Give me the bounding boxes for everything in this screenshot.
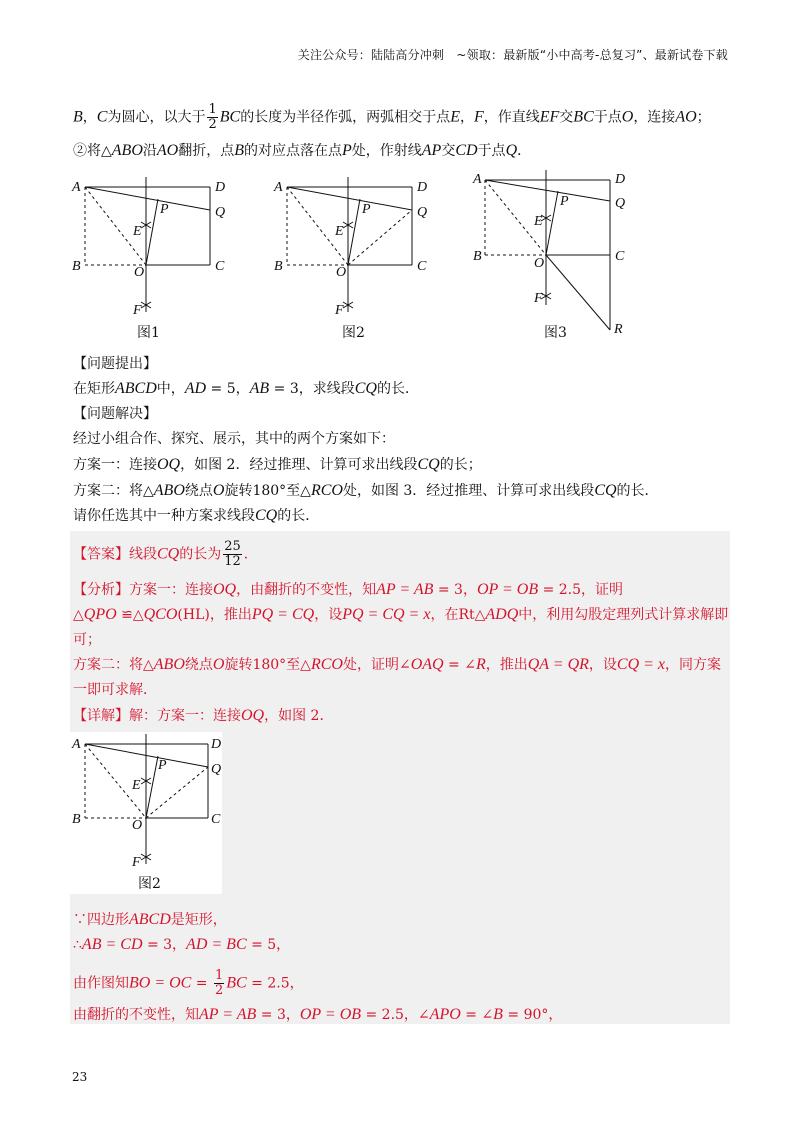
label-R: R <box>614 322 623 337</box>
page-number: 23 <box>72 1070 88 1084</box>
txt: ②将△ <box>73 143 112 159</box>
page-header: 关注公众号：陆陆高分冲刺 ~领取：最新版“小中高考-总复习”、最新试卷下载 <box>297 48 728 62</box>
txt: P <box>342 142 352 159</box>
analysis-line-4 <box>73 655 721 675</box>
txt: 为圆心，以大于 <box>107 109 206 126</box>
label-C: C <box>615 249 625 264</box>
problem-line-3 <box>73 455 482 475</box>
txt: ABO <box>111 142 143 159</box>
analysis-line-5: 一即可求解． <box>73 682 157 698</box>
txt: = 3， <box>433 582 477 598</box>
txt: 【分析】方案一：连接 <box>73 582 213 598</box>
answer-line <box>73 540 258 569</box>
label-B: B <box>473 249 482 264</box>
figure-2 <box>272 172 432 322</box>
txt: CD <box>455 142 478 159</box>
txt: ABO <box>153 482 185 499</box>
txt: B <box>73 108 83 126</box>
txt: CQ <box>594 482 617 499</box>
txt: 在矩形 <box>73 381 115 397</box>
txt: 旋转180°至△ <box>224 483 311 499</box>
txt: 方案一：连接 <box>73 457 157 473</box>
txt: 于点 <box>477 143 506 159</box>
label-P: P <box>560 194 569 209</box>
txt: 处，证明∠ <box>342 657 411 673</box>
txt: EF <box>539 108 560 126</box>
txt: ∵四边形 <box>73 912 129 928</box>
txt: 交 <box>559 109 574 126</box>
txt: 的长． <box>616 483 659 499</box>
frac-num: 1 <box>208 102 217 117</box>
txt: ． <box>243 546 258 563</box>
txt: AO <box>156 142 179 159</box>
label-B: B <box>72 259 81 274</box>
txt: = ∠ <box>443 657 476 673</box>
label-E: E <box>335 224 344 239</box>
frac-num: 25 <box>224 539 241 554</box>
problem-line-4 <box>73 481 659 501</box>
txt: CQ <box>354 380 377 397</box>
txt: C <box>96 108 108 126</box>
txt: 交 <box>441 143 456 159</box>
txt: ， <box>459 109 474 126</box>
label-F: F <box>133 303 142 318</box>
intro-line-1 <box>73 103 711 132</box>
detail-step-3 <box>73 969 304 998</box>
label-A: A <box>72 737 81 752</box>
txt: PQ = CQ = x <box>342 606 431 623</box>
label-F: F <box>335 303 344 318</box>
txt: = 5， <box>246 937 291 953</box>
fraction <box>214 969 224 998</box>
txt: ABCD <box>115 380 157 397</box>
fraction <box>207 103 217 132</box>
analysis-line-2 <box>73 605 728 625</box>
label-C: C <box>215 259 225 274</box>
caption-fig3: 图3 <box>544 325 567 341</box>
txt: AP <box>421 142 442 159</box>
heading-problem: 【问题提出】 <box>73 356 157 372</box>
txt: OQ <box>213 581 237 598</box>
txt: (HL)，推出 <box>177 607 252 623</box>
txt: R <box>475 656 486 673</box>
txt: 处，作射线 <box>351 143 422 159</box>
label-P: P <box>160 202 169 217</box>
problem-line-1 <box>73 379 419 399</box>
txt: 沿 <box>142 143 157 159</box>
txt: E <box>450 108 460 126</box>
txt: ，作直线 <box>483 109 540 126</box>
heading-solution: 【问题解决】 <box>73 406 157 422</box>
txt: CQ <box>255 507 278 524</box>
txt: QPO <box>83 606 117 623</box>
txt: = 2.5， <box>246 975 304 992</box>
label-D: D <box>211 737 222 752</box>
fraction <box>223 540 242 569</box>
label-F: F <box>534 291 543 306</box>
caption-fig2-repeat: 图2 <box>138 876 161 892</box>
txt: 是矩形， <box>170 912 227 928</box>
label-O: O <box>534 256 545 271</box>
label-Q: Q <box>615 196 626 211</box>
txt: ，同方案 <box>665 657 722 673</box>
txt: AP = AB <box>199 1006 257 1023</box>
txt: AB <box>249 380 270 397</box>
txt: AD = BC <box>186 936 247 953</box>
txt: ∴ <box>73 937 82 953</box>
intro-line-2 <box>73 141 531 161</box>
txt: 于点 <box>593 109 622 126</box>
analysis-line-3: 可； <box>73 632 101 648</box>
txt: ，如图 2． <box>264 708 334 724</box>
txt: Q <box>505 142 518 159</box>
txt: △ <box>73 607 84 623</box>
detail-step-2 <box>73 935 290 955</box>
label-E: E <box>133 224 142 239</box>
txt: RCO <box>310 656 343 673</box>
txt: = ∠ <box>460 1007 494 1023</box>
label-C: C <box>417 259 427 274</box>
txt: 的长． <box>376 381 419 397</box>
txt: OQ <box>157 456 181 473</box>
label-Q: Q <box>215 205 226 220</box>
label-E: E <box>132 778 141 793</box>
label-D: D <box>615 172 626 187</box>
txt: 处，如图 3．经过推理、计算可求出线段 <box>342 483 595 499</box>
label-P: P <box>362 202 371 217</box>
caption-fig1: 图1 <box>137 325 160 341</box>
analysis-line-1 <box>73 580 623 600</box>
txt: 中， <box>156 381 185 397</box>
label-P: P <box>158 758 167 773</box>
label-A: A <box>274 180 283 195</box>
txt: = <box>191 975 212 992</box>
txt: 的长度为半径作弧，两弧相交于点 <box>240 109 451 126</box>
txt: CQ <box>157 545 180 563</box>
txt: ，如图 2．经过推理、计算可求出线段 <box>180 457 418 473</box>
txt: AO <box>675 108 697 126</box>
txt: OP = OB <box>476 581 539 598</box>
label-B: B <box>72 812 81 827</box>
txt: ABO <box>153 656 185 673</box>
txt: ，由翻折的不变性，知 <box>236 582 377 598</box>
txt: ，设 <box>314 607 343 623</box>
figure-1 <box>70 172 230 322</box>
frac-den: 2 <box>208 117 217 132</box>
txt: 由翻折的不变性，知 <box>73 1007 199 1023</box>
label-Q: Q <box>211 762 222 777</box>
txt: ABCD <box>129 911 171 928</box>
label-B: B <box>274 259 283 274</box>
txt: O <box>621 108 634 126</box>
txt: OAQ <box>410 656 444 673</box>
txt: BC <box>226 974 247 992</box>
label-D: D <box>417 180 428 195</box>
figure-3 <box>470 165 640 340</box>
txt: AB = CD <box>81 936 143 953</box>
txt: = 3， <box>142 937 187 953</box>
txt: 旋转180°至△ <box>224 657 311 673</box>
txt: AD <box>184 380 207 397</box>
label-O: O <box>336 265 347 280</box>
problem-line-2: 经过小组合作、探究、展示，其中的两个方案如下： <box>73 431 395 447</box>
txt: RCO <box>310 482 343 499</box>
txt: 绕点 <box>184 483 213 499</box>
detail-line-1 <box>73 706 333 726</box>
txt: QA = QR <box>527 656 589 673</box>
txt: 由作图知 <box>73 975 129 992</box>
txt: 绕点 <box>184 657 213 673</box>
txt: O <box>212 656 225 673</box>
txt: ，推出 <box>485 657 528 673</box>
txt: CQ = x <box>616 656 666 673</box>
label-O: O <box>132 818 143 833</box>
txt: ； <box>696 109 711 126</box>
txt: = 3， <box>256 1007 300 1023</box>
txt: APO <box>429 1006 461 1023</box>
label-A: A <box>72 180 81 195</box>
txt: 【答案】线段 <box>73 546 157 563</box>
txt: 的长为 <box>179 546 222 563</box>
txt: F <box>473 108 484 126</box>
txt: AP = AB <box>376 581 434 598</box>
label-D: D <box>215 180 226 195</box>
txt: 方案二：将△ <box>73 483 154 499</box>
label-E: E <box>534 214 543 229</box>
txt: 翻折，点 <box>178 143 235 159</box>
txt: BC <box>219 108 241 126</box>
txt: 的长． <box>277 508 320 524</box>
txt: 的长； <box>439 457 482 473</box>
txt: = 3，求线段 <box>269 381 355 397</box>
txt: OP = OB <box>299 1006 362 1023</box>
txt: = 2.5，证明 <box>538 582 624 598</box>
detail-step-1 <box>73 910 227 930</box>
txt: ，连接 <box>633 109 676 126</box>
txt: ． <box>517 143 532 159</box>
txt: ， <box>82 109 97 126</box>
txt: CQ <box>417 456 440 473</box>
txt: = 5， <box>206 381 250 397</box>
label-Q: Q <box>417 205 428 220</box>
txt: OQ <box>241 707 265 724</box>
txt: = 90°， <box>502 1007 563 1023</box>
txt: BC <box>573 108 594 126</box>
label-C: C <box>211 812 221 827</box>
txt: QCO <box>143 606 178 623</box>
txt: ADQ <box>485 606 519 623</box>
txt: 请你任选其中一种方案求线段 <box>73 508 255 524</box>
frac-den: 12 <box>224 554 241 569</box>
txt: ≌△ <box>116 607 144 623</box>
txt: = 2.5，∠ <box>361 1007 430 1023</box>
figure-2-repeat <box>70 732 222 894</box>
caption-fig2: 图2 <box>342 325 365 341</box>
frac-den: 2 <box>215 983 224 998</box>
txt: ，在Rt△ <box>430 607 486 623</box>
txt: 【详解】解：方案一：连接 <box>73 708 241 724</box>
txt: 中，利用勾股定理列式计算求解即 <box>518 607 729 623</box>
txt: B <box>234 142 244 159</box>
frac-num: 1 <box>215 968 224 983</box>
label-A: A <box>473 172 482 187</box>
txt: PQ = CQ <box>251 606 315 623</box>
txt: O <box>212 482 225 499</box>
label-O: O <box>134 265 145 280</box>
txt: BO = OC <box>129 974 192 992</box>
txt: 方案二：将△ <box>73 657 154 673</box>
label-F: F <box>132 855 141 870</box>
detail-step-4 <box>73 1005 562 1025</box>
txt: ，设 <box>588 657 617 673</box>
problem-line-5 <box>73 506 319 526</box>
txt: B <box>493 1006 503 1023</box>
txt: 的对应点落在点 <box>244 143 342 159</box>
